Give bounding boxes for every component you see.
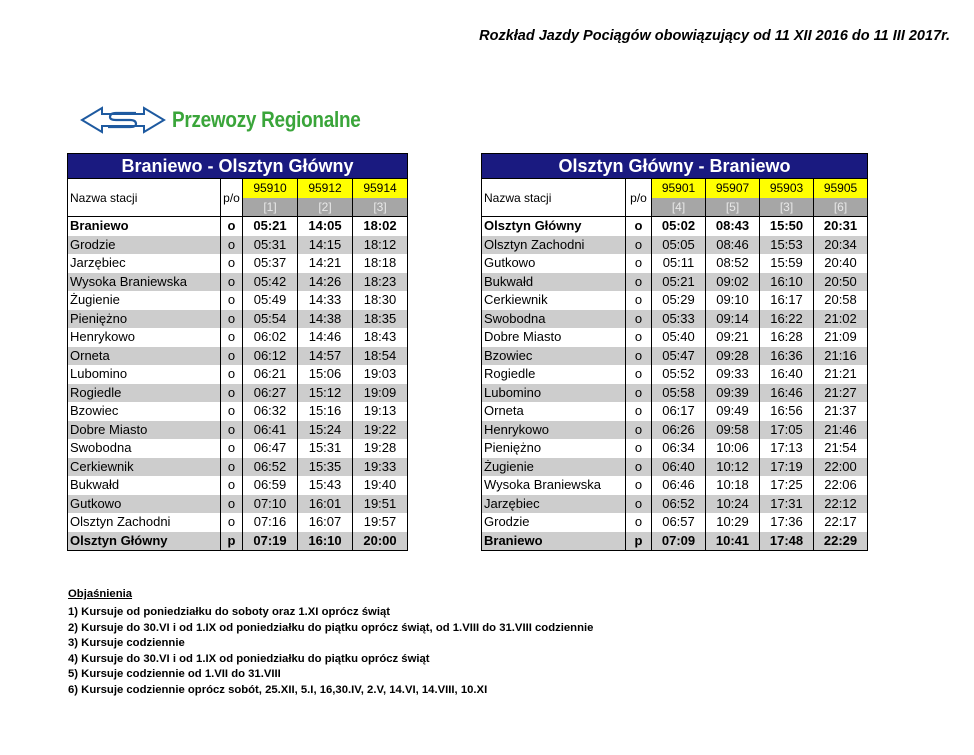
departure-time: 06:52 (652, 495, 706, 514)
station-name: Grodzie (68, 236, 221, 255)
departure-time: 17:25 (760, 476, 814, 495)
arrival-departure-flag: o (221, 217, 243, 236)
timetable-title-row (68, 154, 408, 179)
arrival-departure-flag: o (626, 328, 652, 347)
station-name: Pieniężno (482, 439, 626, 458)
departure-time: 05:05 (652, 236, 706, 255)
station-name: Orneta (482, 402, 626, 421)
explanations-heading: Objaśnienia (68, 588, 133, 600)
departure-time: 06:40 (652, 458, 706, 477)
train-note-ref: [1] (243, 198, 298, 217)
departure-time: 16:28 (760, 328, 814, 347)
departure-time: 17:48 (760, 532, 814, 551)
departure-time: 17:19 (760, 458, 814, 477)
departure-time: 16:10 (760, 273, 814, 292)
departure-time: 15:43 (298, 476, 353, 495)
train-note-ref: [5] (706, 198, 760, 217)
arrival-departure-flag: o (221, 236, 243, 255)
station-name: Cerkiewnik (68, 458, 221, 477)
explanation-item: 2) Kursuje do 30.VI i od 1.IX od poniedziałku do piątku oprócz świąt, od 1.VIII do 31.VIII codziennie (68, 621, 594, 634)
station-name: Henrykowo (482, 421, 626, 440)
departure-time: 09:49 (706, 402, 760, 421)
explanations (68, 588, 593, 700)
departure-time: 16:17 (760, 291, 814, 310)
arrival-departure-flag: o (626, 273, 652, 292)
train-numbers-row (68, 179, 408, 198)
timetable-left-body (68, 154, 408, 551)
departure-time: 09:10 (706, 291, 760, 310)
departure-time: 22:12 (814, 495, 868, 514)
station-name: Braniewo (482, 532, 626, 551)
station-row (482, 439, 868, 458)
departure-time: 18:54 (353, 347, 408, 366)
station-row (68, 476, 408, 495)
departure-time: 20:31 (814, 217, 868, 236)
train-number: 95905 (814, 179, 868, 198)
train-numbers-row (482, 179, 868, 198)
departure-time: 16:10 (298, 532, 353, 551)
departure-time: 21:27 (814, 384, 868, 403)
departure-time: 19:33 (353, 458, 408, 477)
arrival-departure-flag: o (626, 291, 652, 310)
station-row (482, 328, 868, 347)
station-name: Bukwałd (482, 273, 626, 292)
arrival-departure-flag: o (626, 439, 652, 458)
departure-time: 19:09 (353, 384, 408, 403)
timetable-braniewo-olsztyn (67, 153, 408, 551)
station-name: Swobodna (482, 310, 626, 329)
station-row (68, 384, 408, 403)
departure-time: 10:24 (706, 495, 760, 514)
departure-time: 05:31 (243, 236, 298, 255)
departure-time: 17:36 (760, 513, 814, 532)
station-name: Lubomino (68, 365, 221, 384)
station-row (68, 236, 408, 255)
departure-time: 09:39 (706, 384, 760, 403)
departure-time: 06:26 (652, 421, 706, 440)
departure-time: 06:27 (243, 384, 298, 403)
departure-time: 21:46 (814, 421, 868, 440)
po-column-header: p/o (626, 179, 652, 217)
station-row (482, 495, 868, 514)
station-row (482, 310, 868, 329)
departure-time: 05:37 (243, 254, 298, 273)
departure-time: 15:35 (298, 458, 353, 477)
arrival-departure-flag: o (221, 273, 243, 292)
departure-time: 14:21 (298, 254, 353, 273)
departure-time: 09:02 (706, 273, 760, 292)
station-row (482, 273, 868, 292)
arrival-departure-flag: o (221, 495, 243, 514)
departure-time: 19:22 (353, 421, 408, 440)
station-row (68, 532, 408, 551)
departure-time: 16:07 (298, 513, 353, 532)
station-name: Olsztyn Główny (482, 217, 626, 236)
departure-time: 16:40 (760, 365, 814, 384)
departure-time: 09:58 (706, 421, 760, 440)
departure-time: 15:31 (298, 439, 353, 458)
departure-time: 15:06 (298, 365, 353, 384)
station-name: Orneta (68, 347, 221, 366)
station-row (482, 402, 868, 421)
departure-time: 09:21 (706, 328, 760, 347)
departure-time: 05:52 (652, 365, 706, 384)
station-name: Wysoka Braniewska (482, 476, 626, 495)
document-title: Rozkład Jazdy Pociągów obowiązujący od 11 XII 2016 do 11 III 2017r. (479, 28, 950, 44)
departure-time: 09:14 (706, 310, 760, 329)
departure-time: 14:57 (298, 347, 353, 366)
station-row (68, 439, 408, 458)
arrival-departure-flag: o (221, 384, 243, 403)
station-name: Grodzie (482, 513, 626, 532)
departure-time: 14:38 (298, 310, 353, 329)
departure-time: 14:33 (298, 291, 353, 310)
station-name: Rogiedle (482, 365, 626, 384)
station-name: Braniewo (68, 217, 221, 236)
station-name: Rogiedle (68, 384, 221, 403)
departure-time: 21:37 (814, 402, 868, 421)
arrival-departure-flag: o (626, 513, 652, 532)
station-row (482, 291, 868, 310)
station-name: Dobre Miasto (68, 421, 221, 440)
departure-time: 22:17 (814, 513, 868, 532)
departure-time: 21:09 (814, 328, 868, 347)
station-row (68, 291, 408, 310)
arrival-departure-flag: o (221, 254, 243, 273)
departure-time: 16:36 (760, 347, 814, 366)
arrival-departure-flag: p (626, 532, 652, 551)
departure-time: 20:34 (814, 236, 868, 255)
station-row (68, 310, 408, 329)
departure-time: 18:02 (353, 217, 408, 236)
departure-time: 05:11 (652, 254, 706, 273)
arrival-departure-flag: o (626, 476, 652, 495)
departure-time: 20:00 (353, 532, 408, 551)
departure-time: 05:42 (243, 273, 298, 292)
departure-time: 16:01 (298, 495, 353, 514)
station-row (68, 273, 408, 292)
arrival-departure-flag: o (221, 291, 243, 310)
departure-time: 18:23 (353, 273, 408, 292)
departure-time: 18:12 (353, 236, 408, 255)
arrival-departure-flag: o (626, 217, 652, 236)
train-number: 95901 (652, 179, 706, 198)
departure-time: 18:43 (353, 328, 408, 347)
departure-time: 10:06 (706, 439, 760, 458)
train-note-ref: [2] (298, 198, 353, 217)
timetable-olsztyn-braniewo (481, 153, 868, 551)
train-number: 95912 (298, 179, 353, 198)
station-row (482, 384, 868, 403)
departure-time: 10:18 (706, 476, 760, 495)
station-name: Bukwałd (68, 476, 221, 495)
arrival-departure-flag: o (626, 421, 652, 440)
departure-time: 22:29 (814, 532, 868, 551)
train-note-ref: [3] (760, 198, 814, 217)
station-column-header: Nazwa stacji (482, 179, 626, 217)
arrival-departure-flag: o (626, 402, 652, 421)
departure-time: 07:09 (652, 532, 706, 551)
departure-time: 06:57 (652, 513, 706, 532)
departure-time: 15:59 (760, 254, 814, 273)
departure-time: 20:50 (814, 273, 868, 292)
station-row (68, 495, 408, 514)
station-row (68, 421, 408, 440)
departure-time: 16:22 (760, 310, 814, 329)
station-name: Olsztyn Zachodni (482, 236, 626, 255)
station-row (68, 217, 408, 236)
station-row (482, 476, 868, 495)
arrival-departure-flag: o (221, 347, 243, 366)
timetable-right-body (482, 154, 868, 551)
explanation-item: 1) Kursuje od poniedziałku do soboty oraz 1.XI oprócz świąt (68, 606, 391, 618)
arrival-departure-flag: p (221, 532, 243, 551)
station-name: Gutkowo (68, 495, 221, 514)
departure-time: 19:03 (353, 365, 408, 384)
station-name: Jarzębiec (68, 254, 221, 273)
station-row (68, 254, 408, 273)
station-name: Żugienie (482, 458, 626, 477)
departure-time: 05:40 (652, 328, 706, 347)
departure-time: 06:41 (243, 421, 298, 440)
przewozy-regionalne-logo (80, 104, 391, 136)
train-note-ref: [3] (353, 198, 408, 217)
arrival-departure-flag: o (221, 310, 243, 329)
station-name: Lubomino (482, 384, 626, 403)
logo-arrows-icon (80, 105, 166, 135)
station-row (68, 402, 408, 421)
train-note-ref: [6] (814, 198, 868, 217)
station-name: Olsztyn Zachodni (68, 513, 221, 532)
departure-time: 19:57 (353, 513, 408, 532)
station-row (482, 458, 868, 477)
arrival-departure-flag: o (626, 458, 652, 477)
arrival-departure-flag: o (626, 254, 652, 273)
departure-time: 22:06 (814, 476, 868, 495)
arrival-departure-flag: o (221, 402, 243, 421)
train-number: 95907 (706, 179, 760, 198)
arrival-departure-flag: o (221, 513, 243, 532)
train-number: 95914 (353, 179, 408, 198)
arrival-departure-flag: o (221, 328, 243, 347)
station-row (482, 365, 868, 384)
station-name: Bzowiec (482, 347, 626, 366)
departure-time: 16:46 (760, 384, 814, 403)
departure-time: 05:02 (652, 217, 706, 236)
arrival-departure-flag: o (626, 495, 652, 514)
departure-time: 15:24 (298, 421, 353, 440)
departure-time: 08:46 (706, 236, 760, 255)
arrival-departure-flag: o (221, 421, 243, 440)
arrival-departure-flag: o (221, 439, 243, 458)
departure-time: 08:43 (706, 217, 760, 236)
station-name: Swobodna (68, 439, 221, 458)
departure-time: 19:13 (353, 402, 408, 421)
departure-time: 14:05 (298, 217, 353, 236)
station-row (482, 347, 868, 366)
departure-time: 18:30 (353, 291, 408, 310)
departure-time: 05:54 (243, 310, 298, 329)
departure-time: 15:16 (298, 402, 353, 421)
departure-time: 05:21 (243, 217, 298, 236)
station-name: Dobre Miasto (482, 328, 626, 347)
po-column-header: p/o (221, 179, 243, 217)
departure-time: 05:33 (652, 310, 706, 329)
station-name: Olsztyn Główny (68, 532, 221, 551)
departure-time: 05:21 (652, 273, 706, 292)
station-name: Henrykowo (68, 328, 221, 347)
departure-time: 16:56 (760, 402, 814, 421)
departure-time: 06:17 (652, 402, 706, 421)
arrival-departure-flag: o (221, 458, 243, 477)
arrival-departure-flag: o (221, 365, 243, 384)
departure-time: 20:58 (814, 291, 868, 310)
explanation-item: 4) Kursuje do 30.VI i od 1.IX od poniedziałku do piątku oprócz świąt (68, 652, 430, 665)
departure-time: 07:16 (243, 513, 298, 532)
station-row (68, 328, 408, 347)
departure-time: 07:10 (243, 495, 298, 514)
departure-time: 09:33 (706, 365, 760, 384)
departure-time: 06:47 (243, 439, 298, 458)
explanation-item: 5) Kursuje codziennie od 1.VII do 31.VIII (68, 668, 281, 681)
departure-time: 19:51 (353, 495, 408, 514)
departure-time: 17:13 (760, 439, 814, 458)
station-row (482, 254, 868, 273)
arrival-departure-flag: o (626, 347, 652, 366)
departure-time: 14:26 (298, 273, 353, 292)
station-name: Bzowiec (68, 402, 221, 421)
departure-time: 05:49 (243, 291, 298, 310)
station-name: Cerkiewnik (482, 291, 626, 310)
timetable-title-row (482, 154, 868, 179)
arrival-departure-flag: o (626, 236, 652, 255)
departure-time: 10:29 (706, 513, 760, 532)
departure-time: 18:35 (353, 310, 408, 329)
station-row (482, 217, 868, 236)
arrival-departure-flag: o (626, 310, 652, 329)
explanation-item: 6) Kursuje codziennie oprócz sobót, 25.XII, 5.I, 16,30.IV, 2.V, 14.VI, 14.VIII, 10.XI (68, 683, 488, 696)
departure-time: 05:58 (652, 384, 706, 403)
departure-time: 09:28 (706, 347, 760, 366)
explanation-item: 3) Kursuje codziennie (68, 637, 185, 650)
logo-text: Przewozy Regionalne (172, 107, 361, 132)
station-row (68, 513, 408, 532)
departure-time: 07:19 (243, 532, 298, 551)
departure-time: 17:05 (760, 421, 814, 440)
departure-time: 06:12 (243, 347, 298, 366)
arrival-departure-flag: o (221, 476, 243, 495)
train-number: 95910 (243, 179, 298, 198)
departure-time: 08:52 (706, 254, 760, 273)
departure-time: 14:46 (298, 328, 353, 347)
station-row (482, 421, 868, 440)
departure-time: 21:16 (814, 347, 868, 366)
timetable-title: Braniewo - Olsztyn Główny (68, 154, 408, 179)
station-column-header: Nazwa stacji (68, 179, 221, 217)
train-note-ref: [4] (652, 198, 706, 217)
station-row (68, 458, 408, 477)
departure-time: 21:02 (814, 310, 868, 329)
station-row (482, 236, 868, 255)
station-name: Żugienie (68, 291, 221, 310)
station-row (482, 513, 868, 532)
station-row (482, 532, 868, 551)
departure-time: 05:29 (652, 291, 706, 310)
departure-time: 22:00 (814, 458, 868, 477)
departure-time: 20:40 (814, 254, 868, 273)
departure-time: 05:47 (652, 347, 706, 366)
station-name: Gutkowo (482, 254, 626, 273)
station-name: Jarzębiec (482, 495, 626, 514)
departure-time: 10:12 (706, 458, 760, 477)
station-name: Pieniężno (68, 310, 221, 329)
departure-time: 10:41 (706, 532, 760, 551)
train-number: 95903 (760, 179, 814, 198)
departure-time: 18:18 (353, 254, 408, 273)
departure-time: 14:15 (298, 236, 353, 255)
departure-time: 06:02 (243, 328, 298, 347)
departure-time: 21:54 (814, 439, 868, 458)
departure-time: 06:52 (243, 458, 298, 477)
departure-time: 06:34 (652, 439, 706, 458)
timetable-title: Olsztyn Główny - Braniewo (482, 154, 868, 179)
arrival-departure-flag: o (626, 384, 652, 403)
arrival-departure-flag: o (626, 365, 652, 384)
departure-time: 19:28 (353, 439, 408, 458)
explanations-list (68, 606, 593, 696)
departure-time: 15:50 (760, 217, 814, 236)
departure-time: 06:59 (243, 476, 298, 495)
departure-time: 21:21 (814, 365, 868, 384)
station-row (68, 347, 408, 366)
departure-time: 15:53 (760, 236, 814, 255)
departure-time: 17:31 (760, 495, 814, 514)
departure-time: 06:32 (243, 402, 298, 421)
departure-time: 06:21 (243, 365, 298, 384)
departure-time: 06:46 (652, 476, 706, 495)
station-row (68, 365, 408, 384)
departure-time: 15:12 (298, 384, 353, 403)
station-name: Wysoka Braniewska (68, 273, 221, 292)
departure-time: 19:40 (353, 476, 408, 495)
